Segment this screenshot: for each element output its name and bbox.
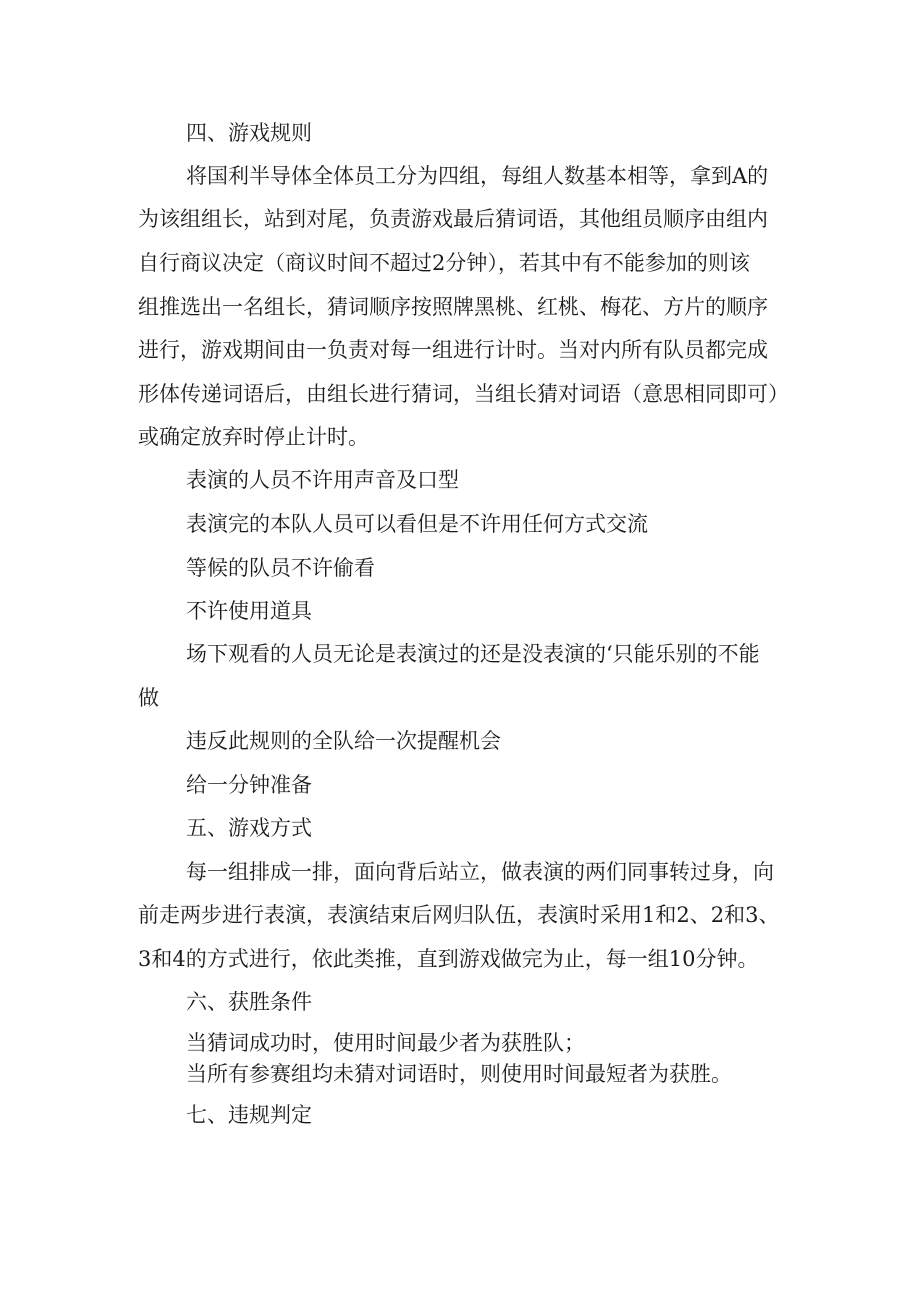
paragraph-line: 每一组排成一排，面向背后站立，做表演的两们同事转过身，向: [186, 860, 774, 884]
section-heading-violations: 七、违规判定: [186, 1103, 312, 1127]
rule-item: 表演的人员不许用声音及口型: [186, 468, 459, 492]
section-heading-rules: 四、游戏规则: [186, 121, 312, 145]
paragraph-line: 形体传递词语后，由组长进行猜词，当组长猜对词语（意思相同即可）: [138, 382, 789, 406]
paragraph-line: 进行，游戏期间由一负责对每一组进行计时。当对内所有队员都完成: [138, 338, 768, 362]
rule-item-continuation: 做: [138, 686, 159, 710]
paragraph-line: 前走两步进行表演，表演结束后网归队伍，表演时采用1和2、2和3、: [138, 903, 780, 927]
paragraph-line: 自行商议决定（商议时间不超过2分钟），若其中有不能参加的则该: [138, 251, 750, 275]
paragraph-line: 当所有参赛组均未猜对词语时，则使用时间最短者为获胜。: [186, 1062, 732, 1086]
paragraph-line: 将国利半导体全体员工分为四组，每组人数基本相等，拿到A的: [186, 164, 769, 188]
rule-item: 场下观看的人员无论是表演过的还是没表演的‘只能乐别的不能: [186, 642, 760, 666]
section-heading-method: 五、游戏方式: [186, 816, 312, 840]
rule-item: 不许使用道具: [186, 599, 312, 623]
paragraph-line: 组推选出一名组长，猜词顺序按照牌黑桃、红桃、梅花、方片的顺序: [138, 295, 768, 319]
paragraph-line: 或确定放弃时停止计时。: [138, 425, 369, 449]
rule-item: 给一分钟准备: [186, 773, 312, 797]
rule-item: 等候的队员不许偷看: [186, 556, 375, 580]
paragraph-line: 为该组组长，站到对尾，负责游戏最后猜词语，其他组员顺序由组内: [138, 207, 768, 231]
rule-item: 违反此规则的全队给一次提醒机会: [186, 729, 501, 753]
rule-item: 表演完的本队人员可以看但是不许用任何方式交流: [186, 512, 648, 536]
section-heading-winning: 六、获胜条件: [186, 990, 312, 1014]
paragraph-line: 3和4的方式进行，依此类推，直到游戏做完为止，每一组10分钟。: [138, 947, 759, 971]
paragraph-line: 当猜词成功时，使用时间最少者为获胜队；: [186, 1031, 585, 1055]
